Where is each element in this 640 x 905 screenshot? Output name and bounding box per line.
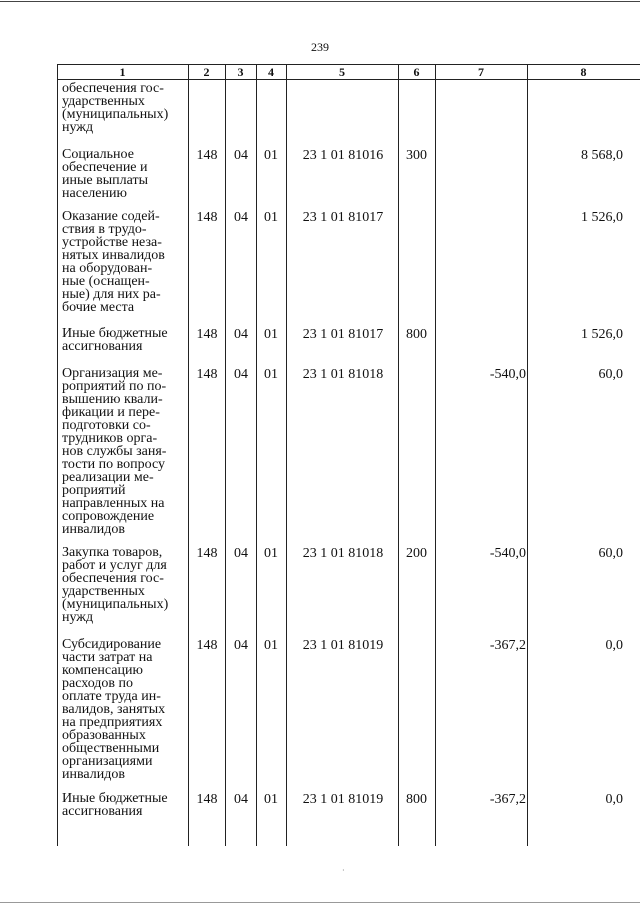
cell-subsection: 01 bbox=[264, 327, 278, 342]
header-col-2: 2 bbox=[203, 65, 210, 79]
col-border bbox=[57, 64, 58, 846]
cell-section: 04 bbox=[234, 367, 248, 382]
col-border bbox=[188, 64, 189, 846]
cell-target-article: 23 1 01 81016 bbox=[302, 148, 384, 163]
cell-expense-type: 300 bbox=[406, 148, 427, 163]
cell-subsection: 01 bbox=[264, 210, 278, 225]
bottom-rule bbox=[0, 902, 640, 903]
header-col-1: 1 bbox=[119, 65, 126, 79]
cell-subsection: 01 bbox=[264, 148, 278, 163]
cell-ministry: 148 bbox=[196, 546, 218, 561]
col-border bbox=[225, 64, 226, 846]
header-col-8: 8 bbox=[580, 65, 587, 79]
cell-amount: 60,0 bbox=[598, 546, 623, 561]
row-name: обеспечения гос- ударственных (муниципальных) нужд bbox=[62, 81, 169, 135]
col-border bbox=[286, 64, 287, 846]
cell-ministry: 148 bbox=[196, 327, 218, 342]
cell-ministry: 148 bbox=[196, 148, 218, 163]
header-col-6: 6 bbox=[413, 65, 420, 79]
cell-subsection: 01 bbox=[264, 367, 278, 382]
cell-section: 04 bbox=[234, 638, 248, 653]
row-name: Иные бюджетные ассигнования bbox=[62, 791, 168, 819]
cell-ministry: 148 bbox=[196, 792, 218, 807]
cell-target-article: 23 1 01 81019 bbox=[302, 792, 384, 807]
cell-amount: 1 526,0 bbox=[581, 327, 623, 342]
cell-section: 04 bbox=[234, 792, 248, 807]
cell-change: -367,2 bbox=[489, 638, 526, 653]
cell-target-article: 23 1 01 81019 bbox=[302, 638, 384, 653]
cell-ministry: 148 bbox=[196, 367, 218, 382]
col-border bbox=[527, 64, 528, 846]
header-col-7: 7 bbox=[478, 65, 484, 79]
scan-speck: · bbox=[342, 866, 345, 875]
cell-amount: 1 526,0 bbox=[581, 210, 623, 225]
cell-section: 04 bbox=[234, 327, 248, 342]
col-border bbox=[256, 64, 257, 846]
header-col-5: 5 bbox=[339, 65, 345, 79]
cell-change: -367,2 bbox=[489, 792, 526, 807]
cell-ministry: 148 bbox=[196, 210, 218, 225]
row-name: Социальное обеспечение и иные выплаты населению bbox=[62, 147, 148, 201]
cell-subsection: 01 bbox=[264, 638, 278, 653]
row-name: Закупка товаров, работ и услуг для обеспечения гос- ударственных (муниципальных) нужд bbox=[62, 545, 169, 625]
page-number: 239 bbox=[311, 40, 329, 54]
cell-subsection: 01 bbox=[264, 792, 278, 807]
cell-target-article: 23 1 01 81018 bbox=[302, 546, 384, 561]
cell-amount: 60,0 bbox=[598, 367, 623, 382]
cell-section: 04 bbox=[234, 148, 248, 163]
row-name: Субсидирование части затрат на компенсацию расходов по оплате труда ин- валидов, занятых на предприятиях образованных общественными организациями инвалидов bbox=[62, 637, 166, 782]
row-name: Оказание содей- ствия в трудо- устройстве неза- нятых инвалидов на оборудован- ные (оснащен- ные) для них ра- бочие места bbox=[62, 209, 165, 315]
cell-expense-type: 800 bbox=[406, 792, 427, 807]
cell-ministry: 148 bbox=[196, 638, 218, 653]
col-border bbox=[398, 64, 399, 846]
cell-section: 04 bbox=[234, 546, 248, 561]
header-col-3: 3 bbox=[237, 65, 244, 79]
cell-section: 04 bbox=[234, 210, 248, 225]
cell-target-article: 23 1 01 81017 bbox=[302, 210, 384, 225]
cell-target-article: 23 1 01 81017 bbox=[302, 327, 384, 342]
cell-amount: 0,0 bbox=[605, 638, 623, 653]
cell-expense-type: 800 bbox=[406, 327, 427, 342]
cell-change: -540,0 bbox=[489, 546, 526, 561]
col-border bbox=[435, 64, 436, 846]
cell-amount: 8 568,0 bbox=[581, 148, 623, 163]
row-name: Организация ме- роприятий по по- вышению квали- фикации и пере- подготовки со- трудников орга- нов службы заня- тости по вопросу реализации ме- роприятий направленных на сопровождение инвалидов bbox=[62, 366, 167, 537]
row-name: Иные бюджетные ассигнования bbox=[62, 326, 168, 354]
cell-target-article: 23 1 01 81018 bbox=[302, 367, 384, 382]
cell-change: -540,0 bbox=[489, 367, 526, 382]
cell-subsection: 01 bbox=[264, 546, 278, 561]
cell-amount: 0,0 bbox=[605, 792, 623, 807]
header-col-4: 4 bbox=[268, 65, 274, 79]
cell-expense-type: 200 bbox=[406, 546, 427, 561]
header-bottom-border bbox=[57, 79, 640, 80]
